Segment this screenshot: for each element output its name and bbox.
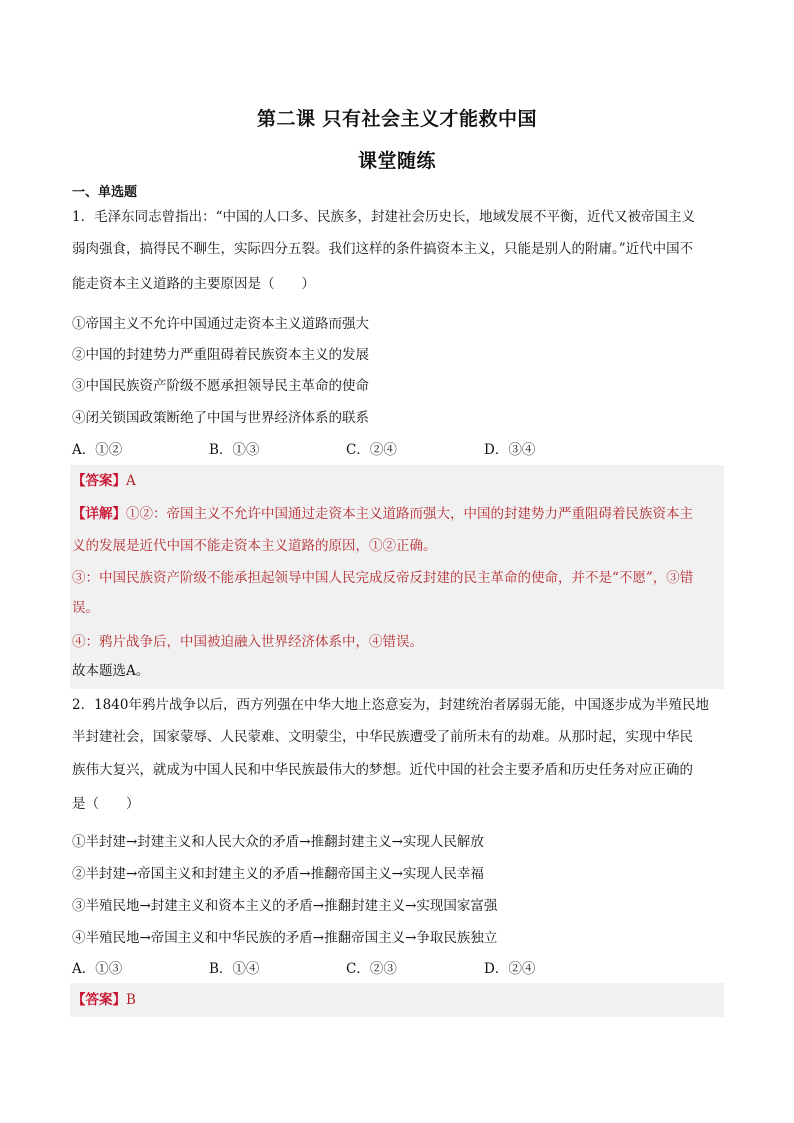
question-1-option-a: A．①② (72, 442, 123, 458)
question-1-option-d: D．③④ (484, 442, 536, 458)
question-1-statement-1: ①帝国主义不允许中国通过走资本主义道路而强大 (72, 316, 369, 332)
question-1-statement-4: ④闭关锁国政策断绝了中国与世界经济体系的联系 (72, 410, 369, 426)
question-1-statement-3: ③中国民族资产阶级不愿承担领导民主革命的使命 (72, 378, 369, 394)
question-1-detail-line-5: ④：鸦片战争后，中国被迫融入世界经济体系中，④错误。 (72, 634, 423, 650)
question-2-option-c: C．②③ (346, 961, 397, 977)
detail-text: ①②：帝国主义不允许中国通过走资本主义道路而强大，中国的封建势力严重阻碍着民族资本主 (126, 506, 693, 522)
question-2-option-a: A．①③ (72, 961, 123, 977)
question-1-line-2: 弱肉强食，搞得民不聊生，实际四分五裂。我们这样的条件搞资本主义，只能是别人的附庸。”近代中国不 (72, 241, 694, 257)
answer-tag: 【答案】 (72, 992, 126, 1008)
question-2-statement-4: ④半殖民地→帝国主义和中华民族的矛盾→推翻帝国主义→争取民族独立 (72, 930, 498, 946)
question-2-statement-1: ①半封建→封建主义和人民大众的矛盾→推翻封建主义→实现人民解放 (72, 834, 484, 850)
question-1-detail-line-1 (72, 504, 726, 524)
answer-value: B (126, 992, 136, 1008)
question-2-answer (72, 990, 726, 1010)
question-2-option-b: B．①④ (209, 961, 260, 977)
page-subtitle: 课堂随练 (357, 150, 436, 172)
detail-tag: 【详解】 (72, 506, 126, 522)
question-1-detail-line-2: 义的发展是近代中国不能走资本主义道路的原因，①②正确。 (72, 538, 437, 554)
question-1-option-b: B．①③ (209, 442, 260, 458)
question-1-statement-2: ②中国的封建势力严重阻碍着民族资本主义的发展 (72, 347, 369, 363)
question-1-detail-line-3: ③：中国民族资产阶级不能承担起领导中国人民完成反帝反封建的民主革命的使命，并不是“不愿”，③错 (72, 570, 694, 586)
question-2-statement-3: ③半殖民地→封建主义和资本主义的矛盾→推翻封建主义→实现国家富强 (72, 898, 498, 914)
question-1-answer (72, 471, 726, 491)
answer-tag: 【答案】 (72, 473, 126, 489)
question-1-conclusion: 故本题选A。 (72, 663, 150, 679)
question-2-line-2: 半封建社会，国家蒙辱、人民蒙难、文明蒙尘，中华民族遭受了前所未有的劫难。从那时起，实现中华民 (72, 729, 693, 745)
question-1-detail-line-4: 误。 (72, 600, 99, 616)
question-2-statement-2: ②半封建→帝国主义和封建主义的矛盾→推翻帝国主义→实现人民幸福 (72, 866, 484, 882)
question-1-line-3: 能走资本主义道路的主要原因是（ ） (72, 276, 315, 292)
section-heading: 一、单选题 (72, 185, 138, 200)
question-1-line-1: 1．毛泽东同志曾指出：“中国的人口多、民族多，封建社会历史长，地域发展不平衡，近代又被帝国主义 (72, 209, 695, 225)
question-2-line-4: 是（ ） (72, 796, 140, 812)
page-title: 第二课 只有社会主义才能救中国 (256, 108, 538, 130)
question-2-line-1: 2．1840年鸦片战争以后，西方列强在中华大地上恣意妄为，封建统治者孱弱无能，中国逐步成为半殖民地 (72, 697, 709, 713)
question-2-option-d: D．②④ (484, 961, 536, 977)
question-1-option-c: C．②④ (346, 442, 397, 458)
question-2-line-3: 族伟大复兴，就成为中国人民和中华民族最伟大的梦想。近代中国的社会主要矛盾和历史任务对应正确的 (72, 762, 693, 778)
answer-value: A (126, 473, 136, 489)
